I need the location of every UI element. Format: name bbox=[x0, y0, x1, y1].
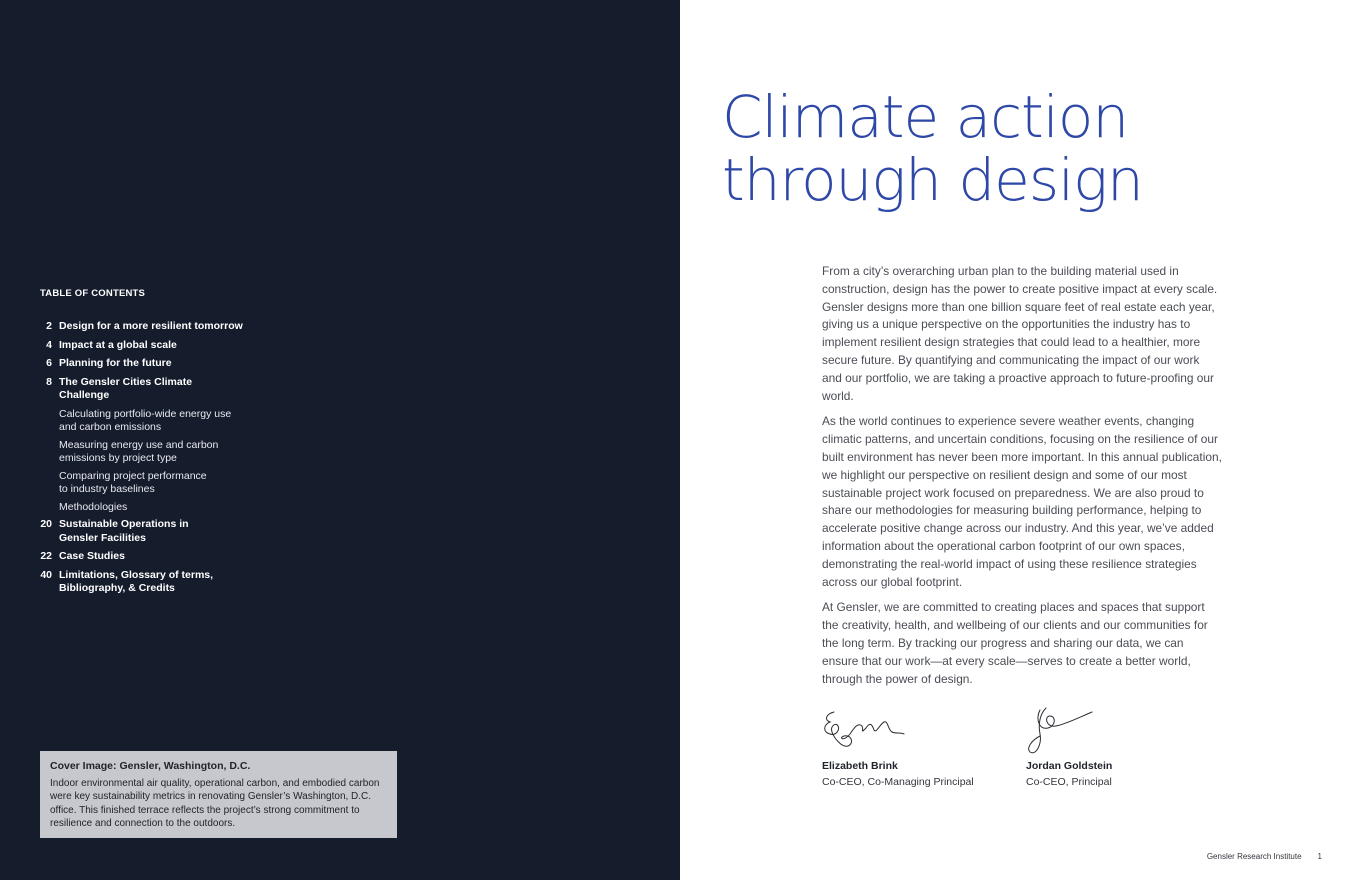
signature-goldstein-image bbox=[1026, 706, 1116, 754]
toc-entry-label: Sustainable Operations in Gensler Facilities bbox=[59, 518, 189, 544]
toc-entry[interactable] bbox=[40, 470, 280, 497]
toc-entry[interactable] bbox=[40, 518, 280, 545]
toc-entry[interactable] bbox=[40, 376, 280, 403]
toc-entry-label: Measuring energy use and carbon emissions by project type bbox=[59, 438, 219, 464]
toc-list bbox=[40, 320, 280, 601]
signature-block-goldstein bbox=[1026, 706, 1116, 788]
toc-page-number: 2 bbox=[46, 320, 52, 332]
body-text bbox=[822, 263, 1222, 696]
cover-image-caption bbox=[40, 751, 397, 838]
caption-body: Indoor environmental air quality, operational carbon, and embodied carbon were key sustainability metrics in renovating Gensler’s Washington, D.C. office. This finished terrace reflects the project’s strong commitment to resilience and connection to the outdoors. bbox=[50, 778, 380, 830]
toc-title: TABLE OF CONTENTS bbox=[40, 288, 146, 299]
body-paragraph: From a city’s overarching urban plan to the building material used in construction, design has the power to create positive impact at every scale. Gensler designs more than one billion square feet of real estate each year, giving us a unique perspective on the opportunities the industry has to implement resilient design strategies that could lead to a healthier, more secure future. By quantifying and communicating the impact of our work and our portfolio, we are taking a proactive approach to future-proofing our world. bbox=[822, 264, 1218, 403]
toc-entry-label: Comparing project performance to industry baselines bbox=[59, 469, 207, 495]
signer-name: Jordan Goldstein bbox=[1026, 760, 1113, 772]
toc-page-number: 8 bbox=[46, 375, 52, 388]
toc-entry[interactable] bbox=[40, 550, 280, 564]
toc-entry-label: Design for a more resilient tomorrow bbox=[59, 320, 243, 332]
toc-entry-label: The Gensler Cities Climate Challenge bbox=[59, 375, 193, 401]
toc-entry[interactable] bbox=[40, 569, 280, 596]
toc-entry[interactable] bbox=[40, 439, 280, 466]
toc-page-number bbox=[40, 501, 52, 515]
right-panel bbox=[680, 0, 1360, 880]
toc-entry[interactable] bbox=[40, 339, 280, 353]
toc-entry[interactable] bbox=[40, 320, 280, 334]
page-footer bbox=[1207, 852, 1322, 861]
page-title: Climate action through design bbox=[722, 83, 1143, 214]
toc-page-number: 20 bbox=[40, 518, 52, 530]
caption-title: Cover Image: Gensler, Washington, D.C. bbox=[50, 760, 251, 772]
signer-role: Co-CEO, Principal bbox=[1026, 776, 1112, 788]
body-paragraph: As the world continues to experience severe weather events, changing climatic patterns, and uncertain conditions, focusing on the resilience of our built environment has never been more important. In this annual publication, we highlight our perspective on resilient design and some of our most sustainable project work focused on preparedness. We are also proud to share our methodologies for measuring building performance, helping to accelerate positive change across our industry. And this year, we’ve added information about the operational carbon footprint of our own spaces, demonstrating the real-world impact of using these resilience strategies across our global footprint. bbox=[822, 414, 1222, 589]
toc-page-number: 40 bbox=[40, 568, 52, 581]
toc-page-number bbox=[40, 470, 52, 497]
signer-name: Elizabeth Brink bbox=[822, 760, 898, 772]
signature-block-brink bbox=[822, 706, 974, 788]
toc-entry[interactable] bbox=[40, 357, 280, 371]
toc-page-number: 6 bbox=[46, 357, 52, 369]
toc-page-number bbox=[40, 408, 52, 435]
signature-brink-image bbox=[822, 706, 912, 754]
signer-role: Co-CEO, Co-Managing Principal bbox=[822, 776, 974, 788]
toc-entry-label: Planning for the future bbox=[59, 357, 172, 369]
toc-page-number: 4 bbox=[46, 338, 52, 351]
toc-entry-label: Calculating portfolio-wide energy use and carbon emissions bbox=[59, 407, 232, 433]
toc-entry-label: Impact at a global scale bbox=[59, 338, 177, 351]
toc-entry-label: Methodologies bbox=[59, 500, 128, 513]
toc-page-number: 22 bbox=[40, 550, 52, 562]
footer-publisher: Gensler Research Institute bbox=[1206, 852, 1302, 861]
toc-entry-label: Case Studies bbox=[59, 550, 125, 562]
toc-entry[interactable] bbox=[40, 501, 280, 515]
toc-entry-label: Limitations, Glossary of terms, Bibliography, & Credits bbox=[59, 568, 214, 594]
page-number: 1 bbox=[1317, 852, 1322, 861]
body-paragraph: At Gensler, we are committed to creating places and spaces that support the creativity, health, and wellbeing of our clients and our communities for the long term. By tracking our progress and sharing our data, we can ensure that our work—at every scale—serves to create a better world, through the power of design. bbox=[822, 600, 1208, 686]
toc-entry[interactable] bbox=[40, 408, 280, 435]
toc-page-number bbox=[40, 439, 52, 466]
